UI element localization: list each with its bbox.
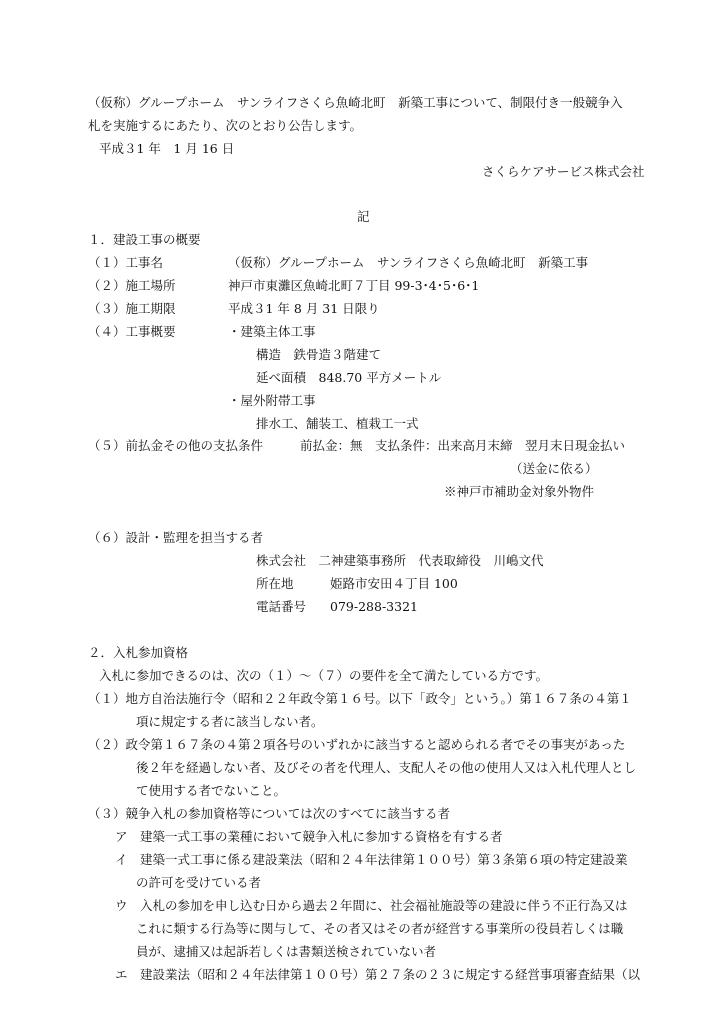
item-value-overview: ・建築主体工事 [228,324,316,339]
section1-title: １．建設工事の概要 [88,232,201,247]
designer-company: 株式会社 二神建築事務所 代表取締役 川嶋文代 [256,553,544,568]
payment-note-2: ※神戸市補助金対象外物件 [444,484,595,499]
item-label-site: （２）施工場所 [88,278,176,293]
ki-heading: 記 [357,209,370,224]
designer-phone-label: 電話番号 [256,599,307,614]
payment-note-1: （送金に依る） [510,461,598,476]
qual-3-i-line-1: イ 建築一式工事に係る建設業法（昭和２４年法律第１００号）第３条第６項の特定建設業 [115,852,628,867]
overview-outdoor-detail: 排水工、舗装工、植栽工一式 [256,416,419,431]
intro-line-1: （仮称）グループホーム サンライフさくら魚崎北町 新築工事について、制限付き一般競争入 [88,95,623,110]
designer-label: （６）設計・監理を担当する者 [88,530,264,545]
qual-3-i-line-2: の許可を受けている者 [136,875,262,890]
notice-date: 平成３1 年 1 月 16 日 [99,141,235,156]
overview-area: 延べ面積 848.70 平方メートル [256,370,442,385]
item-value-project-name: （仮称）グループホーム サンライフさくら魚崎北町 新築工事 [228,255,589,270]
payment-value: 前払金：無 支払条件：出来高月末締 翌月末日現金払い [300,438,626,453]
qual-1-line-1: （１）地方自治法施行令（昭和２２年政令第１６号。以下「政令」という。）第１６７条の４第１ [88,691,632,706]
qual-2-line-2: 後２年を経過しない者、及びその者を代理人、支配人その他の使用人又は入札代理人とし [136,760,637,775]
qual-3-u-line-1: ウ 入札の参加を申し込む日から過去２年間に、社会福祉施設等の建設に伴う不正行為又は [115,898,628,913]
qual-3-e-line-1: エ 建設業法（昭和２４年法律第１００号）第２７条の２３に規定する経営事項審査結果（以 [115,967,641,982]
overview-structure: 構造 鉄骨造３階建て [256,347,382,362]
item-label-deadline: （３）施工期限 [88,301,176,316]
item-label-overview: （４）工事概要 [88,324,176,339]
qual-2-line-1: （２）政令第１６７条の４第２項各号のいずれかに該当すると認められる者でその事実があった [88,737,626,752]
issuer-company: さくらケアサービス株式会社 [482,164,645,179]
designer-phone: 079-288-3321 [330,599,418,614]
qual-3-u-line-2: これに類する行為等に関与して、その者又はその者が経営する事業所の役員若しくは職 [136,921,624,936]
section2-intro: 入札に参加できるのは、次の（１）～（７）の要件を全て満たしている方です。 [99,668,549,683]
overview-outdoor: ・屋外附帯工事 [228,393,316,408]
qual-3: （３）競争入札の参加資格等については次のすべてに該当する者 [88,806,451,821]
designer-address: 姫路市安田４丁目 100 [330,576,458,591]
section2-title: ２．入札参加資格 [88,645,189,660]
item-value-deadline: 平成３1 年 8 月 31 日限り [228,301,380,316]
designer-address-label: 所在地 [256,576,294,591]
item-label-project-name: （１）工事名 [88,255,164,270]
qual-2-line-3: て使用する者でないこと。 [136,783,287,798]
qual-3-u-line-3: 員が、逮捕又は起訴若しくは書類送検されていない者 [136,944,437,959]
qual-3-a: ア 建築一式工事の業種において競争入札に参加する資格を有する者 [115,829,503,844]
qual-1-line-2: 項に規定する者に該当しない者。 [136,714,324,729]
intro-line-2: 札を実施するにあたり、次のとおり公告します。 [88,118,363,133]
item-value-site: 神戸市東灘区魚崎北町７丁目 99-3･4･5･6･1 [228,278,480,293]
payment-label: （５）前払金その他の支払条件 [88,438,264,453]
